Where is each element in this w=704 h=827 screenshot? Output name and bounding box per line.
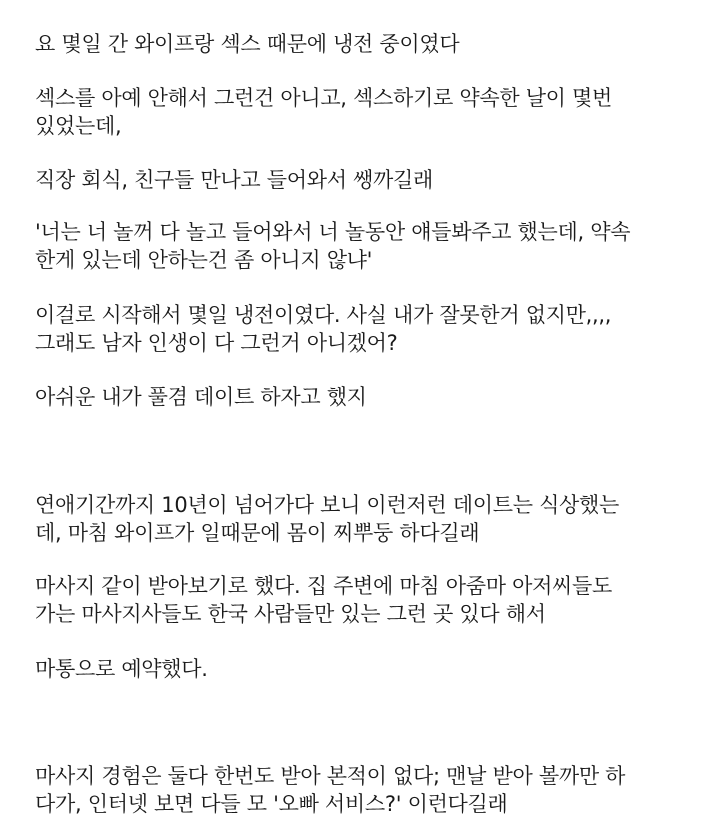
text-line: 있었는데, — [35, 114, 122, 138]
text-line: 연애기간까지 10년이 넘어가다 보니 이런저런 데이트는 식상했는 — [35, 493, 620, 517]
paragraph-4 — [35, 218, 685, 274]
paragraph-7 — [35, 491, 685, 547]
text-line: 이걸로 시작해서 몇일 냉전이였다. 사실 내가 잘못한거 없지만,,,, — [35, 303, 612, 327]
paragraph-9 — [35, 655, 685, 683]
text-line: 아쉬운 내가 풀겸 데이트 하자고 했지 — [35, 385, 367, 409]
paragraph-1 — [35, 30, 685, 58]
text-line: 그래도 남자 인생이 다 그런거 아니겠어? — [35, 331, 398, 355]
paragraph-6 — [35, 383, 685, 411]
text-line: 요 몇일 간 와이프랑 섹스 때문에 냉전 중이였다 — [35, 32, 460, 56]
text-line: 마사지 경험은 둘다 한번도 받아 본적이 없다; 맨날 받아 볼까만 하 — [35, 764, 626, 788]
text-line: 마통으로 예약했다. — [35, 657, 208, 681]
text-line: 다가, 인터넷 보면 다들 모 '오빠 서비스?' 이런다길래 — [35, 792, 508, 816]
text-line: 마사지 같이 받아보기로 했다. 집 주변에 마침 아줌마 아저씨들도 — [35, 574, 613, 598]
text-line: 가는 마사지사들도 한국 사람들만 있는 그런 곳 있다 해서 — [35, 602, 546, 626]
text-line: 데, 마침 와이프가 일때문에 몸이 찌뿌둥 하다길래 — [35, 521, 480, 545]
paragraph-8 — [35, 572, 685, 628]
text-line: 한게 있는데 안하는건 좀 아니지 않냐' — [35, 248, 373, 272]
paragraph-2 — [35, 84, 685, 140]
text-line: 직장 회식, 친구들 만나고 들어와서 쌩까길래 — [35, 168, 433, 192]
text-line: 섹스를 아예 안해서 그런건 아니고, 섹스하기로 약속한 날이 몇번 — [35, 86, 613, 110]
paragraph-10 — [35, 762, 685, 818]
paragraph-5 — [35, 301, 685, 357]
paragraph-3 — [35, 166, 685, 194]
text-line: '너는 너 놀꺼 다 놀고 들어와서 너 놀동안 얘들봐주고 했는데, 약속 — [35, 220, 631, 244]
